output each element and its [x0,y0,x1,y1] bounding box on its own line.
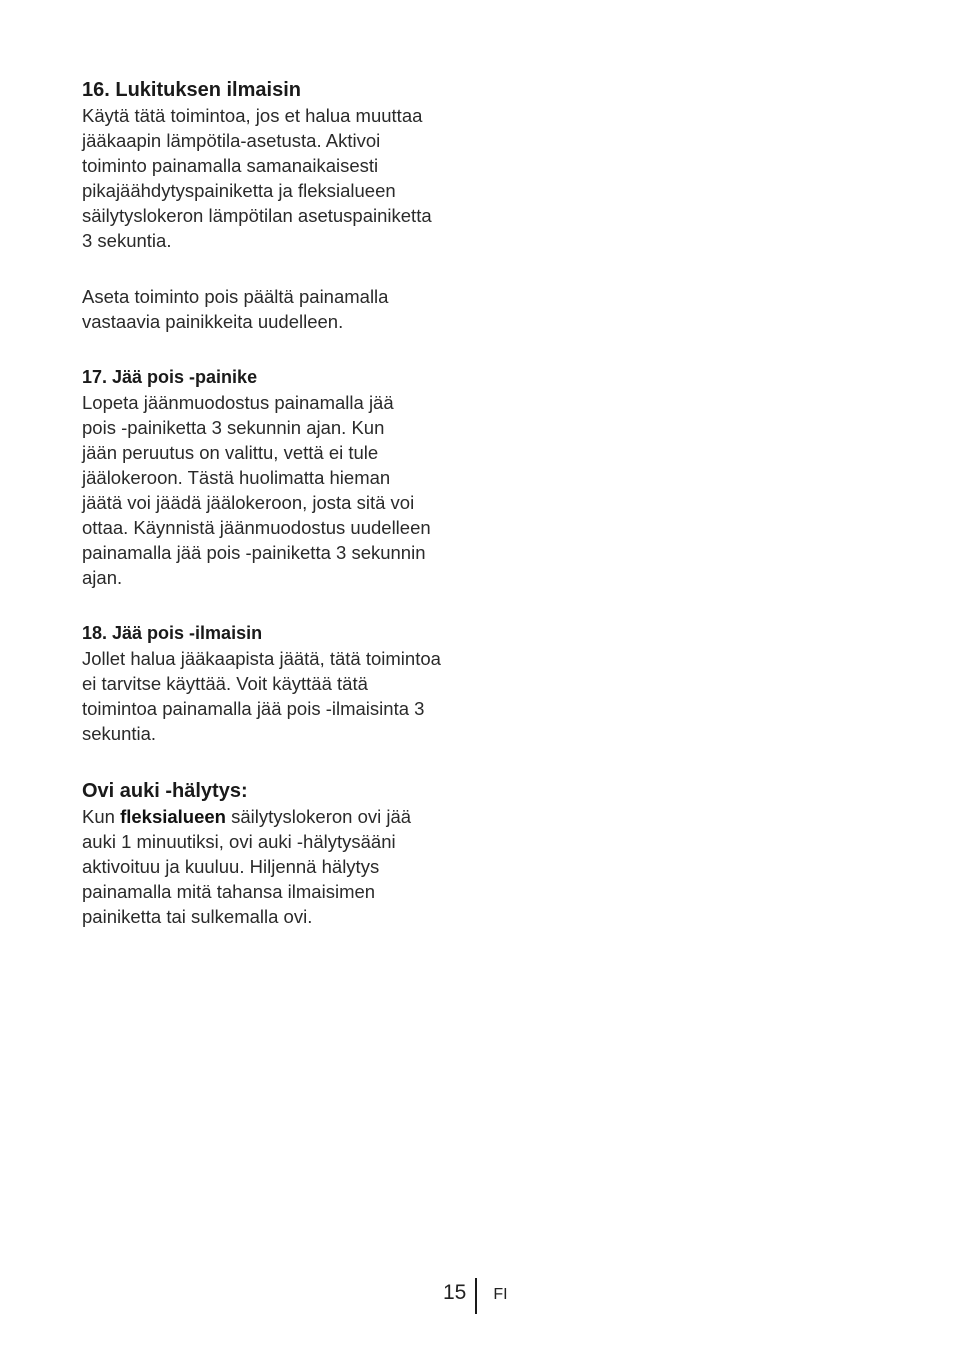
section-ice-off-indicator [82,621,482,746]
section-lock-indicator [82,78,482,334]
section-paragraph: Lopeta jäänmuodostus painamalla jää pois -painiketta 3 sekunnin ajan. Kun jään peruutus on valittu, vettä ei tule jäälokeroon. Tästä huolimatta hieman jäätä voi jäädä jäälokeroon, josta sitä voi ottaa. Käynnistä jäänmuodostus uudelleen painamalla jää pois -painiketta 3 sekunnin ajan. [82,392,431,588]
section-paragraph: Kun fleksialueen säilytyslokeron ovi jää auki 1 minuutiksi, ovi auki -hälytysääni aktivoituu ja kuuluu. Hiljennä hälytys painamalla mitä tahansa ilmaisimen painiketta tai sulkemalla ovi. [82,806,412,927]
section-heading: 18. Jää pois -ilmaisin [82,623,263,643]
section-door-open-alarm [82,779,482,929]
page-content [82,78,482,929]
section-heading: Ovi auki -hälytys: [82,780,248,802]
language-code: FI [493,1286,508,1303]
section-paragraph: Aseta toiminto pois päältä painamalla vastaavia painikkeita uudelleen. [82,286,389,332]
footer-divider [475,1278,477,1314]
section-ice-off-button [82,365,482,590]
page-number: 15 [443,1281,467,1304]
section-heading: 16. Lukituksen ilmaisin [82,79,301,101]
section-heading: 17. Jää pois -painike [82,367,258,387]
page-footer [443,1278,508,1314]
section-paragraph: Käytä tätä toimintoa, jos et halua muuttaa jääkaapin lämpötila-asetusta. Aktivoi toiminto painamalla samanaikaisesti pikajäähdytyspainiketta ja fleksialueen säilytyslokeron lämpötilan asetuspainiketta 3 sekuntia. [82,105,432,251]
section-paragraph: Jollet halua jääkaapista jäätä, tätä toimintoa ei tarvitse käyttää. Voit käyttää tätä toimintoa painamalla jää pois -ilmaisinta 3 sekuntia. [82,648,441,744]
emphasis-text: fleksialueen [120,806,226,827]
